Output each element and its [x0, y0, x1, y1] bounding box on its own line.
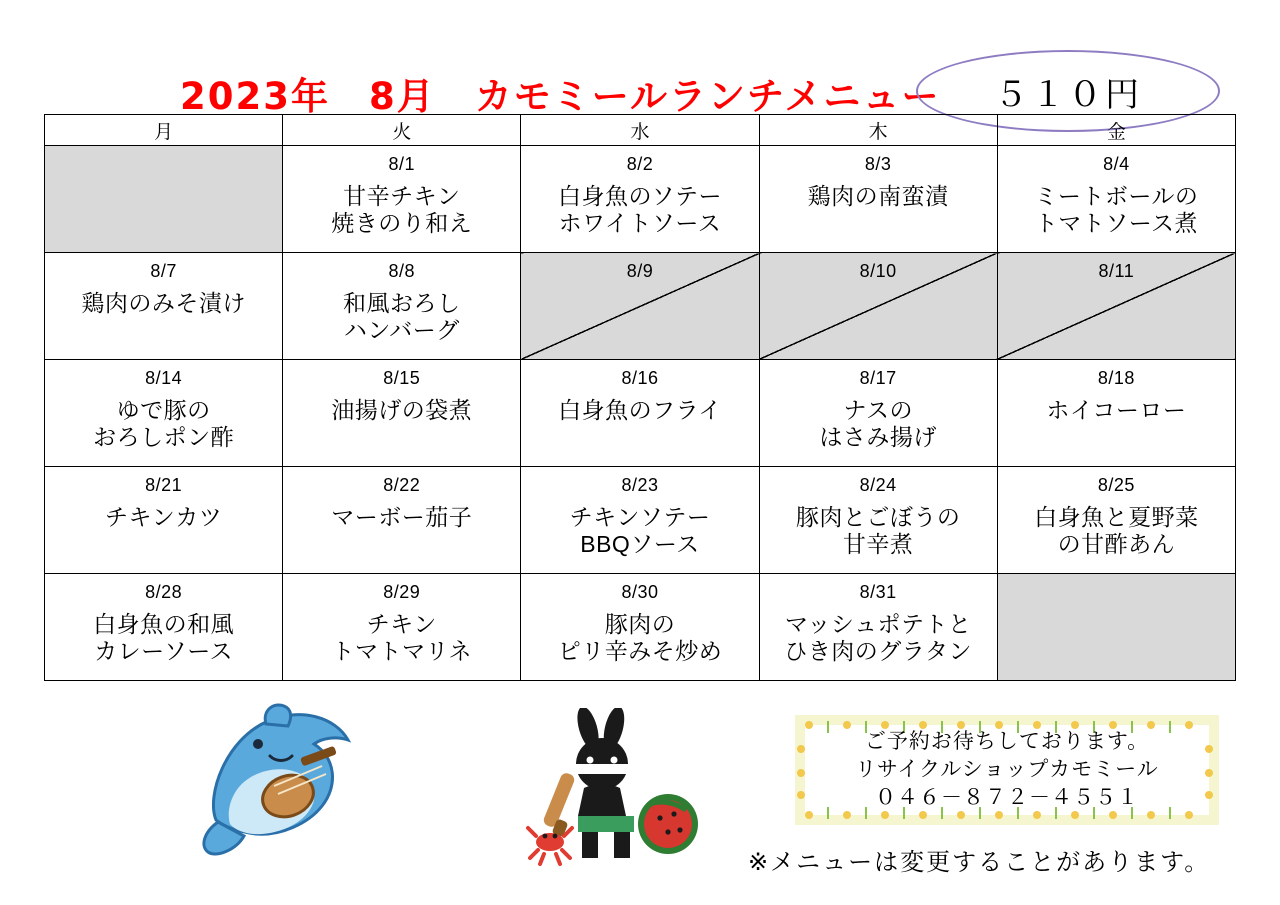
- reservation-notice-box: [795, 715, 1219, 825]
- cell-date: 8/15: [383, 368, 421, 388]
- cell-date: 8/16: [621, 368, 659, 388]
- calendar-week-row: [45, 574, 1236, 681]
- cell-menu: ホイコーロー: [1046, 397, 1187, 423]
- cell-date: 8/25: [1097, 475, 1135, 495]
- cell-date: 8/22: [383, 475, 421, 495]
- cell-date: 8/24: [859, 475, 897, 495]
- calendar-cell: [283, 574, 521, 681]
- calendar-cell: [283, 146, 521, 253]
- lunch-menu-calendar: [44, 114, 1236, 681]
- cell-menu: チキン トマトマリネ: [331, 611, 473, 665]
- cell-date: 8/7: [150, 261, 177, 281]
- weekday-header-0: 月: [45, 115, 283, 146]
- cell-date: 8/11: [1098, 261, 1135, 281]
- weekday-header-3: 木: [759, 115, 997, 146]
- cell-date: 8/9: [626, 261, 654, 281]
- calendar-cell: [759, 467, 997, 574]
- cell-menu: 鶏肉の南蛮漬: [807, 183, 949, 209]
- calendar-cell: [45, 360, 283, 467]
- cell-menu: 鶏肉のみそ漬け: [81, 290, 246, 316]
- calendar-week-row: [45, 253, 1236, 360]
- page-title: 2023年 8月 カモミールランチメニュー: [180, 75, 941, 118]
- calendar-cell: [997, 467, 1235, 574]
- weekday-header-2: 水: [521, 115, 759, 146]
- menu-change-disclaimer: ※メニューは変更することがあります。: [748, 849, 1211, 876]
- rabbit-watermelon-illustration: [510, 708, 710, 868]
- cell-menu: 油揚げの袋煮: [331, 397, 473, 423]
- cell-date: 8/2: [626, 154, 654, 174]
- cell-date: 8/1: [388, 154, 416, 174]
- calendar-cell: [997, 253, 1235, 360]
- cell-menu: ナスの はさみ揚げ: [819, 397, 937, 451]
- calendar-cell: [521, 574, 759, 681]
- calendar-cell: [759, 360, 997, 467]
- footer-art-area: [0, 690, 1280, 905]
- weekday-header-4: 金: [997, 115, 1235, 146]
- cell-date: 8/23: [621, 475, 659, 495]
- calendar-week-row: [45, 467, 1236, 574]
- calendar-header-row: [45, 115, 1236, 146]
- calendar-cell: [283, 253, 521, 360]
- cell-menu: チキンソテー BBQソース: [569, 504, 711, 558]
- calendar-cell: [521, 467, 759, 574]
- cell-menu: 和風おろし ハンバーグ: [343, 290, 461, 344]
- cell-date: 8/3: [864, 154, 892, 174]
- cell-menu: 白身魚の和風 カレーソース: [93, 611, 235, 665]
- cell-date: 8/14: [145, 368, 183, 388]
- calendar-cell: [45, 467, 283, 574]
- cell-date: 8/4: [1103, 154, 1130, 174]
- cell-date: 8/29: [383, 582, 421, 602]
- notice-text-block: [805, 725, 1209, 815]
- cell-date: 8/31: [859, 582, 897, 602]
- price-label: ５１０円: [994, 75, 1142, 114]
- cell-menu: ミートボールの トマトソース煮: [1034, 183, 1199, 237]
- calendar-cell: [521, 253, 759, 360]
- cell-menu: 豚肉とごぼうの 甘辛煮: [795, 504, 961, 558]
- notice-line-0: ご予約お待ちしております。: [864, 730, 1150, 754]
- calendar-cell: [759, 253, 997, 360]
- calendar-cell: [45, 253, 283, 360]
- calendar-cell: [521, 146, 759, 253]
- cell-menu: マッシュポテトと ひき肉のグラタン: [784, 611, 973, 665]
- calendar-cell: [759, 146, 997, 253]
- cell-menu: 白身魚と夏野菜 の甘酢あん: [1034, 504, 1199, 558]
- cell-date: 8/10: [859, 261, 897, 281]
- cell-menu: 白身魚のソテー ホワイトソース: [557, 183, 722, 237]
- calendar-week-row: [45, 360, 1236, 467]
- calendar-cell: [997, 574, 1235, 681]
- page-header: [0, 28, 1280, 118]
- cell-menu: チキンカツ: [104, 504, 223, 530]
- cell-date: 8/28: [145, 582, 183, 602]
- cell-date: 8/8: [388, 261, 416, 281]
- weekday-header-1: 火: [283, 115, 521, 146]
- cell-date: 8/17: [859, 368, 897, 388]
- cell-menu: マーボー茄子: [331, 504, 473, 530]
- cell-date: 8/21: [145, 475, 183, 495]
- cell-date: 8/18: [1097, 368, 1135, 388]
- calendar-cell: [45, 146, 283, 253]
- calendar-week-row: [45, 146, 1236, 253]
- calendar-cell: [997, 146, 1235, 253]
- cell-menu: 白身魚のフライ: [558, 397, 722, 423]
- notice-line-2: ０４６－８７２－４５５１: [875, 785, 1139, 809]
- calendar-cell: [521, 360, 759, 467]
- cell-menu: 豚肉の ピリ辛みそ炒め: [557, 611, 723, 665]
- calendar-cell: [283, 467, 521, 574]
- cell-date: 8/30: [621, 582, 659, 602]
- cell-menu: ゆで豚の おろしポン酢: [93, 397, 235, 451]
- calendar-cell: [45, 574, 283, 681]
- cell-menu: 甘辛チキン 焼きのり和え: [331, 183, 473, 237]
- calendar-cell: [283, 360, 521, 467]
- notice-line-1: リサイクルショップカモミール: [855, 758, 1159, 782]
- dolphin-ukulele-illustration: [196, 700, 376, 860]
- calendar-cell: [997, 360, 1235, 467]
- calendar-cell: [759, 574, 997, 681]
